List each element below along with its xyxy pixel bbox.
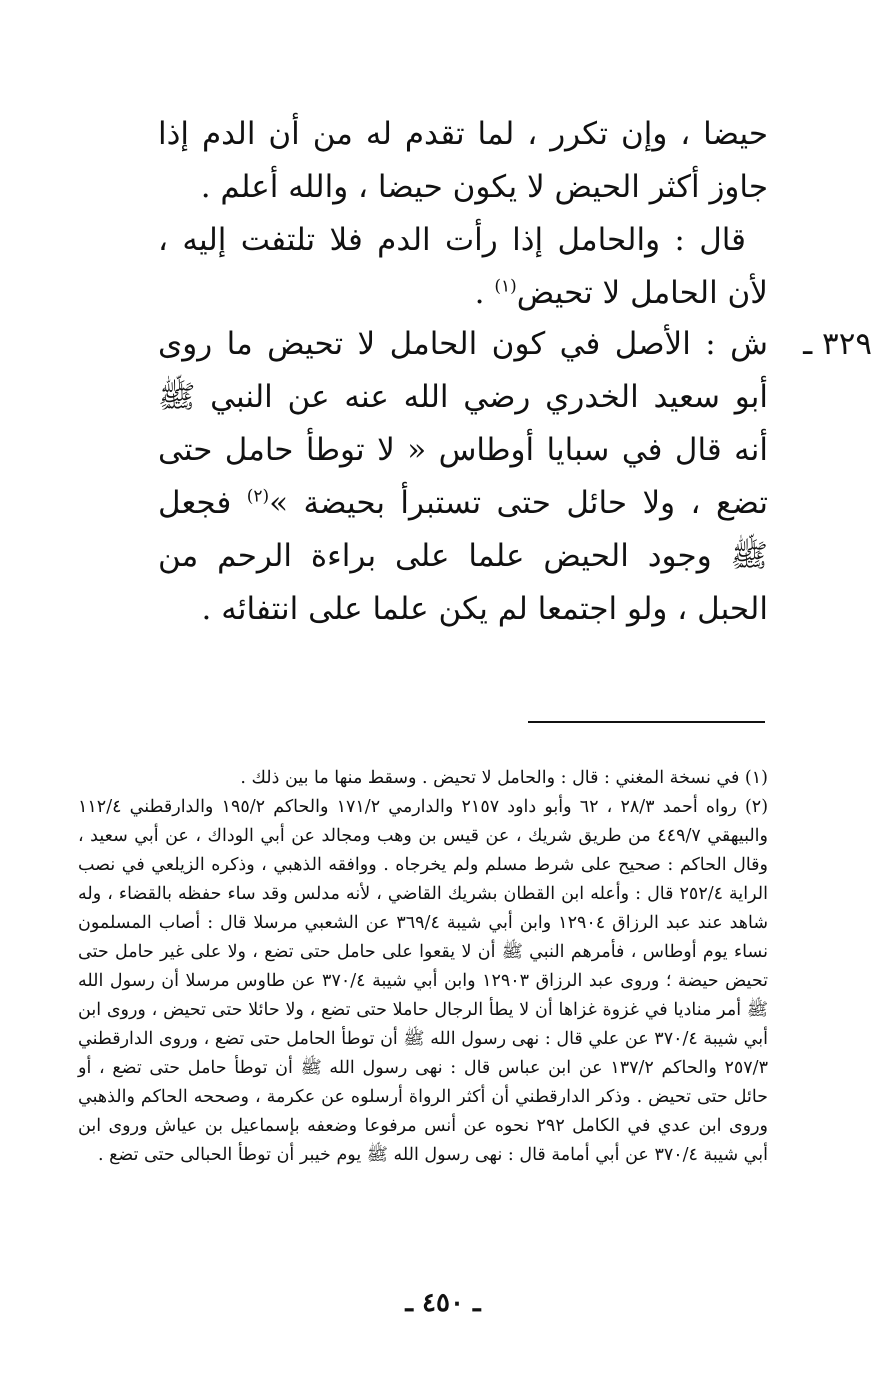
footnote-ref-1[interactable]: (١) [494,276,517,297]
paragraph-text-continued: فجعل ﷺ وجود الحيض علما على براءة الرحم من الحبل ، ولو اجتمعا لم يكن علما على انتفائه . [158,485,768,627]
footnote-ref-2[interactable]: (٢) [246,486,270,507]
paragraph-text: قال : والحامل إذا رأت الدم فلا تلتفت إليه ، لأن الحامل لا تحيض [158,222,768,311]
paragraph-text: ش : الأصل في كون الحامل لا تحيض ما روى أبو سعيد الخدري رضي الله عنه عن النبي ﷺ أنه قال في سبايا أوطاس « لا توطأ حامل حتى تضع ، ولا حائل حتى تستبرأ بحيضة » [158,326,768,521]
footnotes-section [78,764,768,1170]
paragraph-commentary [158,318,872,636]
footnote-1: (١) في نسخة المغني : قال : والحامل لا تحيض . وسقط منها ما بين ذلك . [240,768,768,788]
paragraph-end: . [474,275,495,311]
paragraph-matn [158,214,768,320]
page-number: ـ ٤٥٠ ـ [405,1288,481,1318]
paragraph-text: حيضا ، وإن تكرر ، لما تقدم له من أن الدم إذا جاوز أكثر الحيض لا يكون حيضا ، والله أعلم . [158,116,768,205]
footnote-separator [528,721,765,723]
paragraph-continuation [158,108,768,214]
footnote-2: (٢) رواه أحمد ٢٨/٣ ، ٦٢ وأبو داود ٢١٥٧ والدارمي ١٧١/٢ والحاكم ١٩٥/٢ والدارقطني ١١٢/٤ والبيهقي ٤٤٩/٧ من طريق شريك ، عن قيس بن وهب ومجالد عن أبي الوداك ، عن أبي سعيد ، وقال الحاكم : صحيح على شرط مسلم ولم يخرجاه . ووافقه الذهبي ، وذكره الزيلعي في نصب الراية ٢٥٢/٤ قال : وأعله ابن القطان بشريك القاضي ، لأنه مدلس وقد ساء حفظه بالقضاء ، وله شاهد عند عبد الرزاق ١٢٩٠٤ وابن أبي شيبة ٣٦٩/٤ عن الشعبي مرسلا قال : أصاب المسلمون نساء يوم أوطاس ، فأمرهم النبي ﷺ أن لا يقعوا على حامل حتى تضع ، ولا على غير حامل حتى تحيض حيضة ؛ وروى عبد الرزاق ١٢٩٠٣ وابن أبي شيبة ٣٧٠/٤ عن طاوس مرسلا أن رسول الله ﷺ أمر مناديا في غزوة غزاها أن لا يطأ الرجال حاملا حتى تضع ، ولا حائلا حتى تحيض ، وروى ابن أبي شيبة ٣٧٠/٤ عن علي قال : نهى رسول الله ﷺ أن توطأ الحامل حتى تضع ، وروى الدارقطني ٢٥٧/٣ والحاكم ١٣٧/٢ عن ابن عباس قال : نهى رسول الله ﷺ أن توطأ حامل حتى تضع ، أو حائل حتى تحيض . وذكر الدارقطني أن أكثر الرواة أرسلوه عن عكرمة ، وصححه الحاكم والذهبي وروى ابن عدي في الكامل ٢٩٢ نحوه عن أنس مرفوعا وضعفه بإسماعيل بن عياش وروى ابن أبي شيبة ٣٧٠/٤ عن أبي أمامة قال : نهى رسول الله ﷺ يوم خيبر أن توطأ الحبالى حتى تضع . [78,797,769,1165]
paragraph-number: ٣٢٩ ـ [803,326,872,362]
